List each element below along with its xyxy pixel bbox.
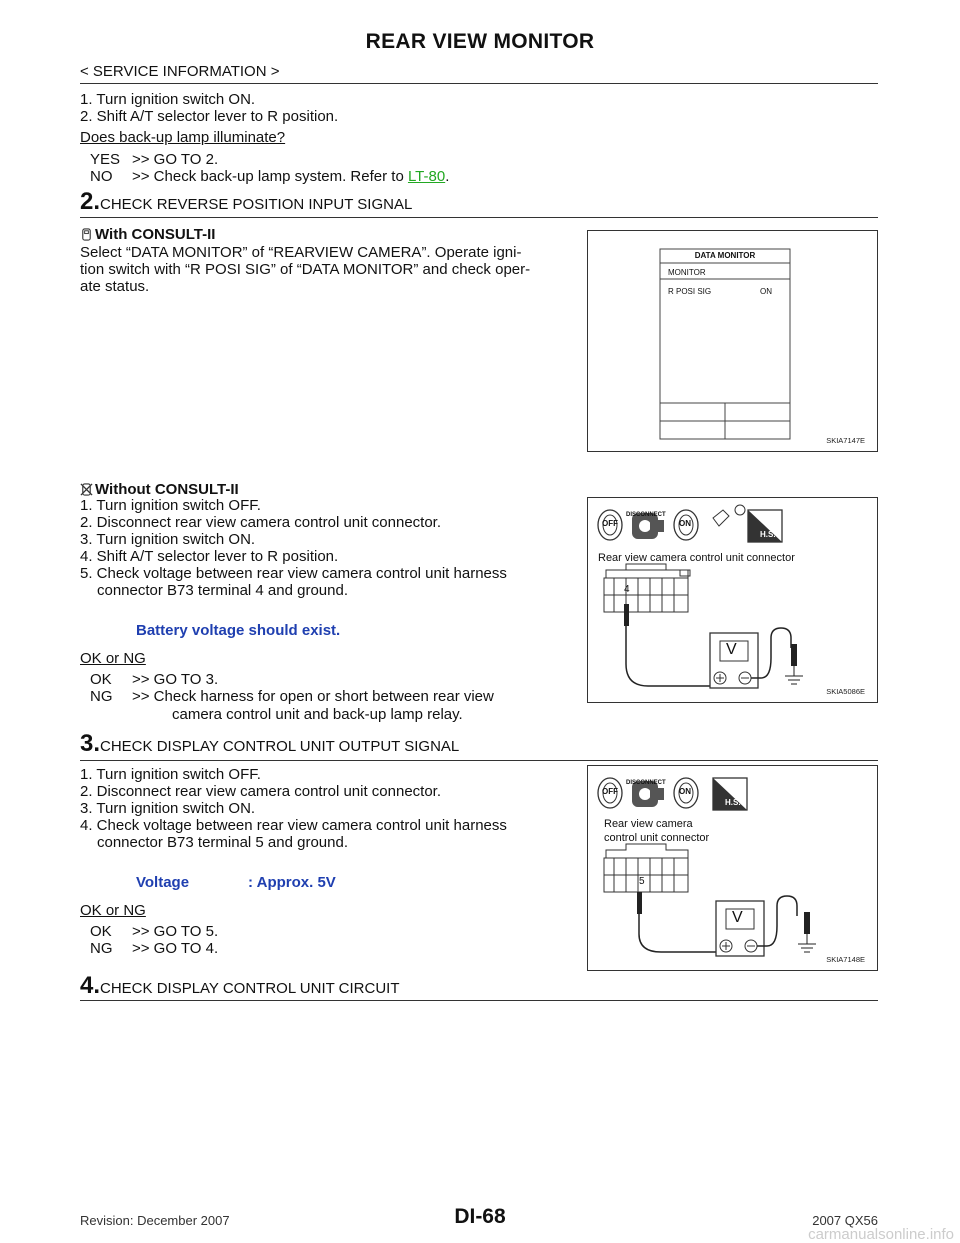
connector-figure-1 [587, 497, 878, 703]
step-2-title: CHECK REVERSE POSITION INPUT SIGNAL [100, 196, 413, 213]
step-2-number: 2. [80, 188, 101, 215]
s3-step-4-cont: connector B73 terminal 5 and ground. [97, 834, 348, 851]
connector-label-1: Rear view camera control unit connector [598, 552, 795, 564]
page-title: REAR VIEW MONITOR [365, 30, 595, 53]
step-4-divider [80, 1000, 878, 1001]
section-label: < SERVICE INFORMATION > [80, 63, 280, 80]
revision-date: Revision: December 2007 [80, 1213, 230, 1228]
s2-ok-label: OK [90, 671, 112, 688]
step-2-heading [80, 188, 412, 216]
s3-step-1: 1. Turn ignition switch OFF. [80, 766, 261, 783]
watermark: carmanualsonline.info [808, 1226, 954, 1243]
disconnect-label-2: DISCONNECT [626, 780, 666, 786]
connector-figure-2 [587, 765, 878, 971]
voltmeter-1: V [726, 641, 737, 658]
header-divider [80, 83, 878, 84]
terminal-4: 4 [624, 584, 630, 595]
s2-step-2: 2. Disconnect rear view camera control unit connector. [80, 514, 442, 531]
monitor-row-2-value: ON [760, 287, 772, 296]
intro-step-2: 2. Shift A/T selector lever to R position. [80, 108, 339, 125]
monitor-row-1: MONITOR [668, 268, 706, 277]
consult-icon [80, 228, 93, 241]
s2-ng-row [90, 688, 494, 705]
intro-no-row [90, 168, 449, 185]
step-3-number: 3. [80, 730, 101, 757]
with-text-2: tion switch with “R POSI SIG” of “DATA MONITOR” and check oper- [80, 261, 531, 278]
without-consult-text: Without CONSULT-II [95, 481, 239, 498]
s3-ok-row [90, 923, 218, 940]
s3-step-4: 4. Check voltage between rear view camera control unit harness [80, 817, 507, 834]
s3-spec-value: : Approx. 5V [248, 874, 336, 891]
yes-label: YES [90, 151, 121, 168]
no-label: NO [90, 168, 113, 185]
disconnect-label-1: DISCONNECT [626, 512, 666, 518]
s2-step-4: 4. Shift A/T selector lever to R position. [80, 548, 339, 565]
connector-label-2a: Rear view camera [604, 818, 693, 830]
figure-2-code: SKIA5086E [826, 687, 865, 696]
s3-ok-label: OK [90, 923, 112, 940]
on-label-2: ON [679, 787, 691, 796]
s2-ok-text: >> GO TO 3. [132, 671, 219, 688]
voltmeter-2: V [732, 909, 743, 926]
step-3-title: CHECK DISPLAY CONTROL UNIT OUTPUT SIGNAL [100, 738, 460, 755]
s2-step-1: 1. Turn ignition switch OFF. [80, 497, 261, 514]
connector-drawing-2 [588, 766, 877, 970]
step-3-divider [80, 760, 878, 761]
with-text-3: ate status. [80, 278, 150, 295]
step-4-title: CHECK DISPLAY CONTROL UNIT CIRCUIT [100, 980, 400, 997]
s2-question: OK or NG [80, 650, 146, 667]
s2-spec: Battery voltage should exist. [136, 622, 341, 639]
s3-ng-row [90, 940, 218, 957]
s2-ng-label: NG [90, 688, 113, 705]
intro-yes-row [90, 151, 218, 168]
monitor-title: DATA MONITOR [694, 251, 756, 260]
figure-3-code: SKIA7148E [826, 955, 865, 964]
s2-ng-text-1: >> Check harness for open or short between rear view [132, 688, 494, 705]
data-monitor-figure [587, 230, 878, 452]
terminal-5: 5 [639, 876, 645, 887]
yes-text: >> GO TO 2. [132, 151, 219, 168]
intro-step-1: 1. Turn ignition switch ON. [80, 91, 256, 108]
connector-drawing-1 [588, 498, 877, 702]
hs-label-1: H.S. [760, 530, 776, 539]
no-text: >> Check back-up lamp system. Refer to [132, 168, 408, 185]
s2-step-5-cont: connector B73 terminal 4 and ground. [97, 582, 348, 599]
data-monitor-drawing [588, 231, 877, 451]
monitor-row-2-label: R POSI SIG [668, 287, 712, 296]
model-year: 2007 QX56 [812, 1213, 878, 1228]
with-consult-text: With CONSULT-II [95, 226, 216, 243]
s2-ok-row [90, 671, 218, 688]
s3-ng-text: >> GO TO 4. [132, 940, 219, 957]
connector-label-2b: control unit connector [604, 832, 710, 844]
step-2-divider [80, 217, 878, 218]
without-consult-label [80, 481, 239, 499]
figure-1-code: SKIA7147E [826, 436, 865, 445]
off-label-1: OFF [602, 519, 618, 528]
page-number: DI-68 [454, 1205, 506, 1228]
s2-ng-text-2: camera control unit and back-up lamp relay. [172, 706, 463, 723]
s3-spec-label: Voltage [136, 874, 190, 891]
with-consult-label [80, 226, 215, 244]
step-4-number: 4. [80, 972, 101, 999]
no-consult-icon [80, 483, 93, 496]
s3-ng-label: NG [90, 940, 113, 957]
off-label-2: OFF [602, 787, 618, 796]
s2-step-5: 5. Check voltage between rear view camera control unit harness [80, 565, 507, 582]
no-tail: . [445, 168, 450, 185]
s3-step-2: 2. Disconnect rear view camera control unit connector. [80, 783, 442, 800]
step-3-heading [80, 730, 459, 758]
s3-step-3: 3. Turn ignition switch ON. [80, 800, 256, 817]
with-text-1: Select “DATA MONITOR” of “REARVIEW CAMERA”. Operate igni- [80, 244, 522, 261]
step-4-heading [80, 972, 400, 1000]
on-label-1: ON [679, 519, 691, 528]
s3-ok-text: >> GO TO 5. [132, 923, 219, 940]
hs-label-2: H.S. [725, 798, 741, 807]
intro-question: Does back-up lamp illuminate? [80, 129, 286, 146]
lt-80-link[interactable]: LT-80 [407, 168, 446, 185]
s3-question: OK or NG [80, 902, 146, 919]
s2-step-3: 3. Turn ignition switch ON. [80, 531, 256, 548]
